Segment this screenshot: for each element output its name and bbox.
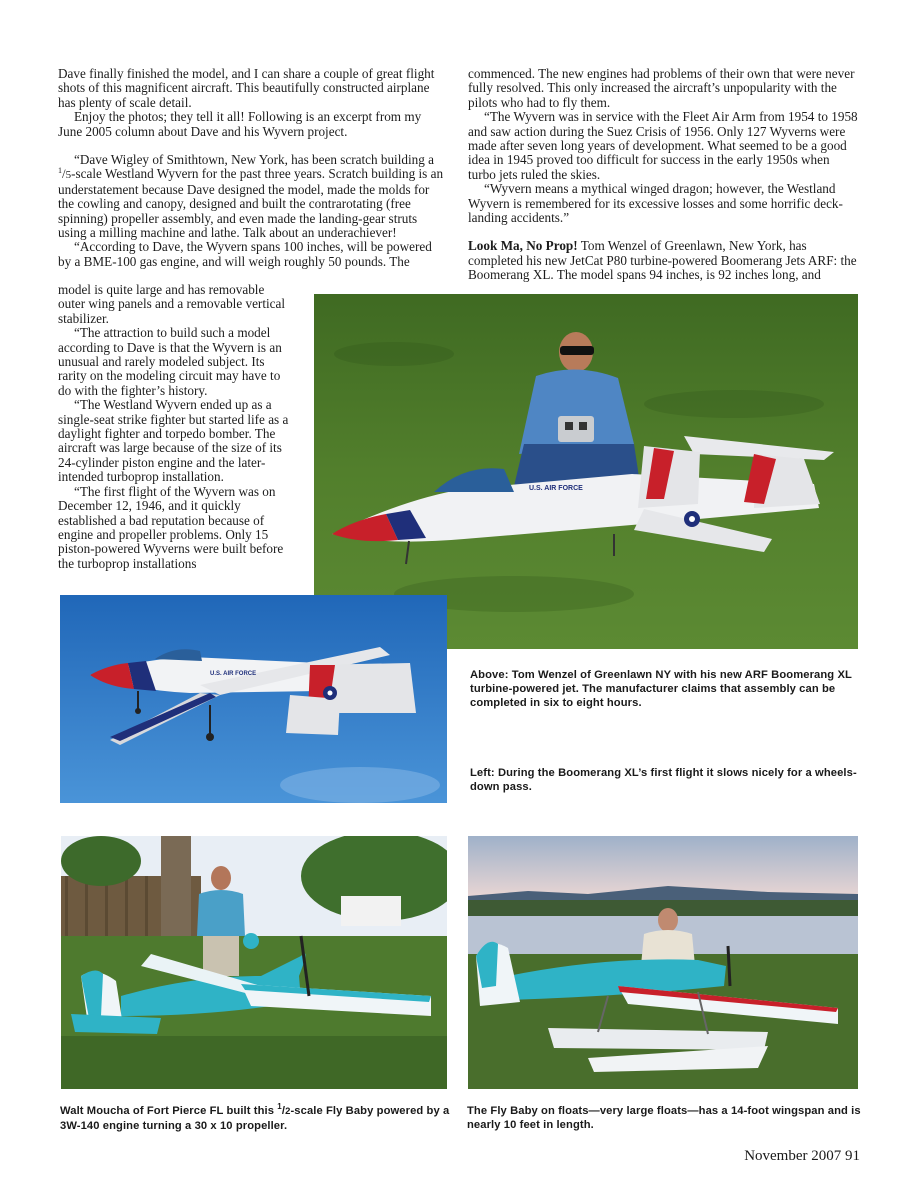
paragraph-section-start: Look Ma, No Prop! Tom Wenzel of Greenlawn, New York, has completed his new JetCat P80 turbine-powered Boomerang Jets ARF: the Boomerang XL. The model spans 94 inches, is 92 inches long, and (468, 238, 857, 283)
paragraph: commenced. The new engines had problems of their own that were never fully resolved. This only increased the aircraft’s unpopularity with the pilots who had to fly them. (468, 66, 855, 110)
paragraph: Enjoy the photos; they tell it all! Following is an excerpt from my June 2005 column about Dave and his Wyvern project. (58, 109, 422, 139)
paragraph: “Wyvern means a mythical winged dragon; however, the Westland Wyvern is remembered for its excessive losses and some horrific deck-landing accidents.” (468, 181, 843, 226)
article-column-left-top (58, 67, 448, 269)
paragraph: “According to Dave, the Wyvern spans 100 inches, will be powered by a BME-100 gas engine, and will weigh roughly 50 pounds. The (58, 239, 432, 269)
paragraph: “The attraction to build such a model according to Dave is that the Wyvern is an unusual and rarely modeled subject. Its rarity on the modeling circuit may have to do with the fighter’s history. (58, 325, 282, 398)
paragraph: model is quite large and has removable outer wing panels and a removable vertical stabilizer. (58, 282, 286, 326)
section-runin-heading: Look Ma, No Prop! (468, 238, 578, 254)
paragraph: “Dave Wigley of Smithtown, New York, has been scratch building a $^1$/5-scale Westland Wyvern for the past three years. Scratch building is an understatement because Dave designed the model, made the molds for the cowling and canopy, designed and built the contrarotating (free spinning) propeller assembly, and even made the landing-gear struts using a milling machine and lathe. Talk about an underachiever! (58, 152, 444, 241)
paragraph: “The Westland Wyvern ended up as a single-seat strike fighter but started life as a daylight fighter and torpedo bomber. The aircraft was large because of the size of its 24-cylinder piston engine and the later-intended turboprop installation. (58, 397, 289, 485)
caption-sky-photo: Left: During the Boomerang XL’s first flight it slows nicely for a wheels-down pass. (470, 767, 857, 793)
article-column-left-narrow (58, 283, 294, 571)
photo-boomerang-xl-in-flight (60, 595, 447, 803)
page-folio: November 2007 91 (744, 1148, 860, 1164)
jet-fuselage-label: U.S. AIR FORCE (210, 671, 257, 677)
paragraph: “The first flight of the Wyvern was on December 12, 1946, and it quickly established a bad reputation because of engine and propeller problems. Only 15 piston-powered Wyverns were built before the turboprop installations (58, 483, 284, 571)
jet-fuselage-label: U.S. AIR FORCE (529, 485, 583, 492)
paragraph: “The Wyvern was in service with the Fleet Air Arm from 1954 to 1958 and saw action during the Suez Crisis of 1956. Only 127 Wyverns were made after seven long years of development. What seemed to be a good idea in 1945 proved too difficult for success in the early 1950s when turbo jets ruled the skies. (468, 109, 858, 182)
paragraph: Dave finally finished the model, and I can share a couple of great flight shots of this magnificent aircraft. This beautifully constructed airplane has plenty of scale detail. (58, 66, 435, 110)
caption-main-photo: Above: Tom Wenzel of Greenlawn NY with his new ARF Boomerang XL turbine-powered jet. The manufacturer claims that assembly can be completed in six to eight hours. (470, 669, 852, 709)
photo-fly-baby-on-lawn (61, 836, 447, 1089)
caption-fly-baby-photo: Walt Moucha of Fort Pierce FL built this $^1$/2-scale Fly Baby powered by a 3W-140 engine turning a 30 x 10 propeller. (60, 1102, 450, 1132)
photo-fly-baby-on-floats (468, 836, 858, 1089)
caption-floats-photo: The Fly Baby on floats—very large floats—has a 14-foot wingspan and is nearly 10 feet in length. (467, 1105, 861, 1131)
article-column-right (468, 67, 860, 283)
